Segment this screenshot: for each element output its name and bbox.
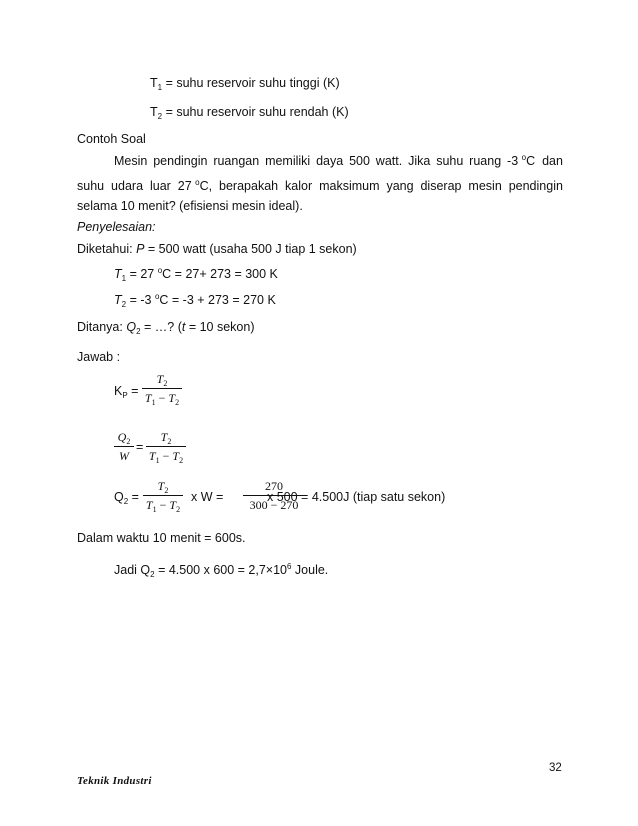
subscript: 1 — [152, 505, 157, 514]
final-text: Joule. — [291, 563, 329, 577]
eq2-rhs-fraction — [146, 430, 186, 465]
fraction-bar — [146, 446, 186, 447]
degree-sup: o — [157, 266, 163, 275]
degree-sup: o — [154, 292, 160, 301]
solution-label: Penyelesaian: — [77, 220, 156, 234]
eq2-equals: = — [136, 440, 144, 454]
temperature-word — [507, 155, 563, 168]
symbol: t — [181, 320, 186, 334]
word: Jika — [408, 154, 431, 168]
word: daya — [316, 154, 344, 168]
subscript: 2 — [167, 437, 172, 446]
problem-line-2 — [77, 180, 563, 193]
symbol: T — [114, 293, 122, 307]
known-t2 — [114, 294, 276, 307]
symbol: P — [136, 242, 145, 256]
fraction-bar — [143, 495, 183, 496]
subscript: 2 — [121, 300, 127, 309]
word: diserap — [420, 179, 462, 193]
value-text: C = -3 + 273 = 270 K — [159, 293, 276, 307]
word: luar — [149, 179, 171, 193]
subscript: 2 — [150, 570, 155, 579]
subscript: 2 — [176, 505, 181, 514]
subscript: 2 — [136, 327, 141, 336]
definition-text: = suhu reservoir suhu tinggi (K) — [162, 76, 340, 90]
problem-line-1 — [114, 155, 563, 168]
symbol: W — [119, 449, 129, 463]
known-t1 — [114, 268, 278, 281]
word: yang — [386, 179, 414, 193]
subscript: 2 — [126, 437, 131, 446]
symbol: T — [156, 372, 164, 386]
symbol: T — [145, 498, 153, 512]
final-text: Jadi Q — [114, 563, 151, 577]
word: mesin — [468, 179, 502, 193]
eq3-mid: x W = — [191, 490, 224, 504]
subscript: 2 — [123, 497, 129, 506]
asked-prefix: Ditanya: — [77, 320, 127, 334]
subscript: 2 — [179, 456, 184, 465]
subscript: 2 — [175, 398, 180, 407]
known-power — [77, 243, 357, 256]
eq1-lhs — [114, 385, 138, 398]
asked — [77, 321, 255, 334]
eq1-fraction — [142, 372, 182, 407]
final-answer — [114, 564, 328, 577]
symbol: Q — [114, 490, 124, 504]
eq3-fraction-1 — [143, 479, 183, 514]
word: memiliki — [265, 154, 311, 168]
symbol: T — [169, 498, 177, 512]
def-t1 — [150, 77, 340, 90]
subscript: P — [122, 391, 128, 400]
word: pendingin — [153, 154, 208, 168]
subscript: 1 — [155, 456, 160, 465]
subscript: 2 — [157, 112, 163, 121]
word: pendingin — [508, 179, 563, 193]
exponent: 6 — [287, 562, 292, 571]
eq3-result: x 500 = 4.500J (tiap satu sekon) — [267, 490, 446, 504]
known-prefix: Diketahui: — [77, 242, 137, 256]
symbol: T — [114, 267, 122, 281]
definition-text: = suhu reservoir suhu rendah (K) — [162, 105, 349, 119]
eq3-lhs — [114, 491, 139, 504]
asked-text: = 10 sekon) — [185, 320, 255, 334]
symbol: T — [144, 391, 152, 405]
degree-sup: o — [521, 153, 527, 162]
eq2-lhs-fraction — [114, 431, 134, 462]
word: 500 — [349, 154, 370, 168]
value-text: C = 27+ 273 = 300 K — [162, 267, 278, 281]
word: Mesin — [114, 154, 148, 168]
symbol: Q — [117, 430, 127, 444]
symbol: T — [150, 105, 158, 119]
word: suhu — [436, 154, 464, 168]
symbol: T — [148, 449, 156, 463]
equals: = — [128, 490, 139, 504]
symbol: T — [157, 479, 165, 493]
word: ruang — [469, 154, 502, 168]
word: suhu — [77, 179, 105, 193]
symbol: Q — [126, 320, 137, 334]
operator: − — [155, 391, 169, 405]
operator: − — [156, 498, 170, 512]
value-text: = -3 — [126, 293, 155, 307]
example-heading: Contoh Soal — [77, 132, 146, 146]
numerator: 270 — [265, 479, 283, 493]
operator: − — [159, 449, 173, 463]
symbol: K — [114, 384, 123, 398]
word: udara — [111, 179, 144, 193]
denominator: 300 − 270 — [249, 498, 299, 512]
value-text: = 500 watt (usaha 500 J tiap 1 sekon) — [144, 242, 357, 256]
answer-label: Jawab : — [77, 350, 121, 364]
word: berapakah — [219, 179, 279, 193]
word: ruangan — [213, 154, 260, 168]
word: kalor — [285, 179, 313, 193]
asked-text: = …? ( — [140, 320, 182, 334]
unit-end: C dan — [526, 154, 563, 168]
footer-brand: Teknik Industri — [77, 775, 152, 787]
time-line: Dalam waktu 10 menit = 600s. — [77, 531, 246, 545]
word: maksimum — [319, 179, 380, 193]
value: 27 — [177, 179, 192, 193]
word: watt. — [375, 154, 403, 168]
value: -3 — [507, 154, 519, 168]
subscript: 2 — [164, 486, 169, 495]
page-number: 32 — [549, 762, 562, 774]
symbol: T — [150, 76, 158, 90]
def-t2 — [150, 106, 349, 119]
final-text: = 4.500 x 600 = 2,7×10 — [154, 563, 287, 577]
subscript: 2 — [163, 379, 168, 388]
symbol: T — [160, 430, 168, 444]
problem-line-3: selama 10 menit? (efisiensi mesin ideal). — [77, 199, 303, 213]
subscript: 1 — [121, 274, 127, 283]
temperature-word — [178, 180, 212, 193]
symbol: T — [168, 391, 176, 405]
subscript: 1 — [157, 83, 163, 92]
fraction-bar — [114, 446, 134, 447]
equals: = — [127, 384, 139, 398]
symbol: T — [172, 449, 180, 463]
fraction-bar — [142, 388, 182, 389]
subscript: 1 — [151, 398, 156, 407]
degree-sup: o — [195, 178, 200, 187]
value-text: = 27 — [126, 267, 158, 281]
word: C, — [199, 179, 213, 193]
